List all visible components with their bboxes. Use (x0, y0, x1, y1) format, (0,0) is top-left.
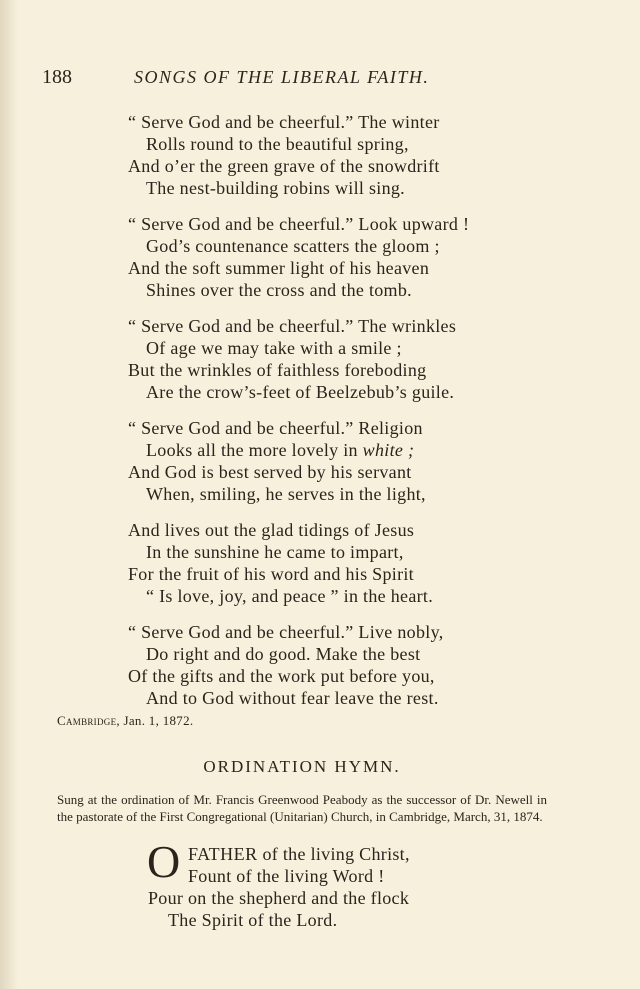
poem-line (146, 440, 414, 461)
poem-line: And God is best served by his servant (128, 462, 412, 482)
page-header (42, 66, 582, 92)
running-title: SONGS OF THE LIBERAL FAITH. (134, 67, 430, 87)
poem-line: And to God without fear leave the rest. (146, 688, 439, 708)
poem-line: And lives out the glad tidings of Jesus (128, 520, 415, 540)
poem-line: “ Serve God and be cheerful.” The winter (128, 112, 440, 132)
page-number: 188 (42, 66, 72, 88)
poem-line: When, smiling, he serves in the light, (146, 484, 426, 504)
emphasis-word: white ; (362, 440, 415, 460)
hymn-line: The Spirit of the Lord. (168, 910, 338, 930)
poem-line: Of the gifts and the work put before you, (128, 666, 435, 686)
dateline-date: , Jan. 1, 1872. (116, 713, 194, 728)
poem-line: “ Serve God and be cheerful.” Look upward ! (128, 214, 470, 234)
poem-line: For the fruit of his word and his Spirit (128, 564, 414, 584)
hymn-first-word: FATHER (188, 844, 258, 864)
poem-line: The nest-building robins will sing. (146, 178, 405, 198)
poem-line: “ Serve God and be cheerful.” Live nobly, (128, 622, 444, 642)
poem-line: “ Serve God and be cheerful.” The wrinkles (128, 316, 457, 336)
poem-line: And o’er the green grave of the snowdrift (128, 156, 440, 176)
hymn-note: Sung at the ordination of Mr. Francis Greenwood Peabody as the successor of Dr. Newell in the pastorate of the First Congregational (Unitarian) Church, in Cambridge, March, 31, 1874. (57, 792, 547, 824)
poem-line: And the soft summer light of his heaven (128, 258, 430, 278)
dateline-place: Cambridge (57, 713, 117, 728)
poem-line: Rolls round to the beautiful spring, (146, 134, 409, 154)
hymn-title: ORDINATION HYMN. (203, 757, 401, 776)
poem-line: In the sunshine he came to impart, (146, 542, 404, 562)
hymn-line (188, 844, 410, 865)
poem-line: “ Serve God and be cheerful.” Religion (128, 418, 423, 438)
poem-line: “ Is love, joy, and peace ” in the heart. (146, 586, 434, 606)
poem-line: Shines over the cross and the tomb. (146, 280, 412, 300)
poem-line-text: Looks all the more lovely in (146, 440, 363, 460)
poem-line: Of age we may take with a smile ; (146, 338, 402, 358)
hymn-line: Fount of the living Word ! (188, 866, 385, 886)
dateline (57, 713, 193, 729)
hymn-line-text: of the living Christ, (257, 844, 410, 864)
poem-line: Are the crow’s-feet of Beelzebub’s guile. (146, 382, 455, 402)
poem-line: But the wrinkles of faithless foreboding (128, 360, 427, 380)
gutter-shadow (0, 0, 18, 989)
poem-line: God’s countenance scatters the gloom ; (146, 236, 440, 256)
drop-cap: O (147, 836, 181, 887)
hymn-line: Pour on the shepherd and the flock (148, 888, 410, 908)
poem-line: Do right and do good. Make the best (146, 644, 421, 664)
